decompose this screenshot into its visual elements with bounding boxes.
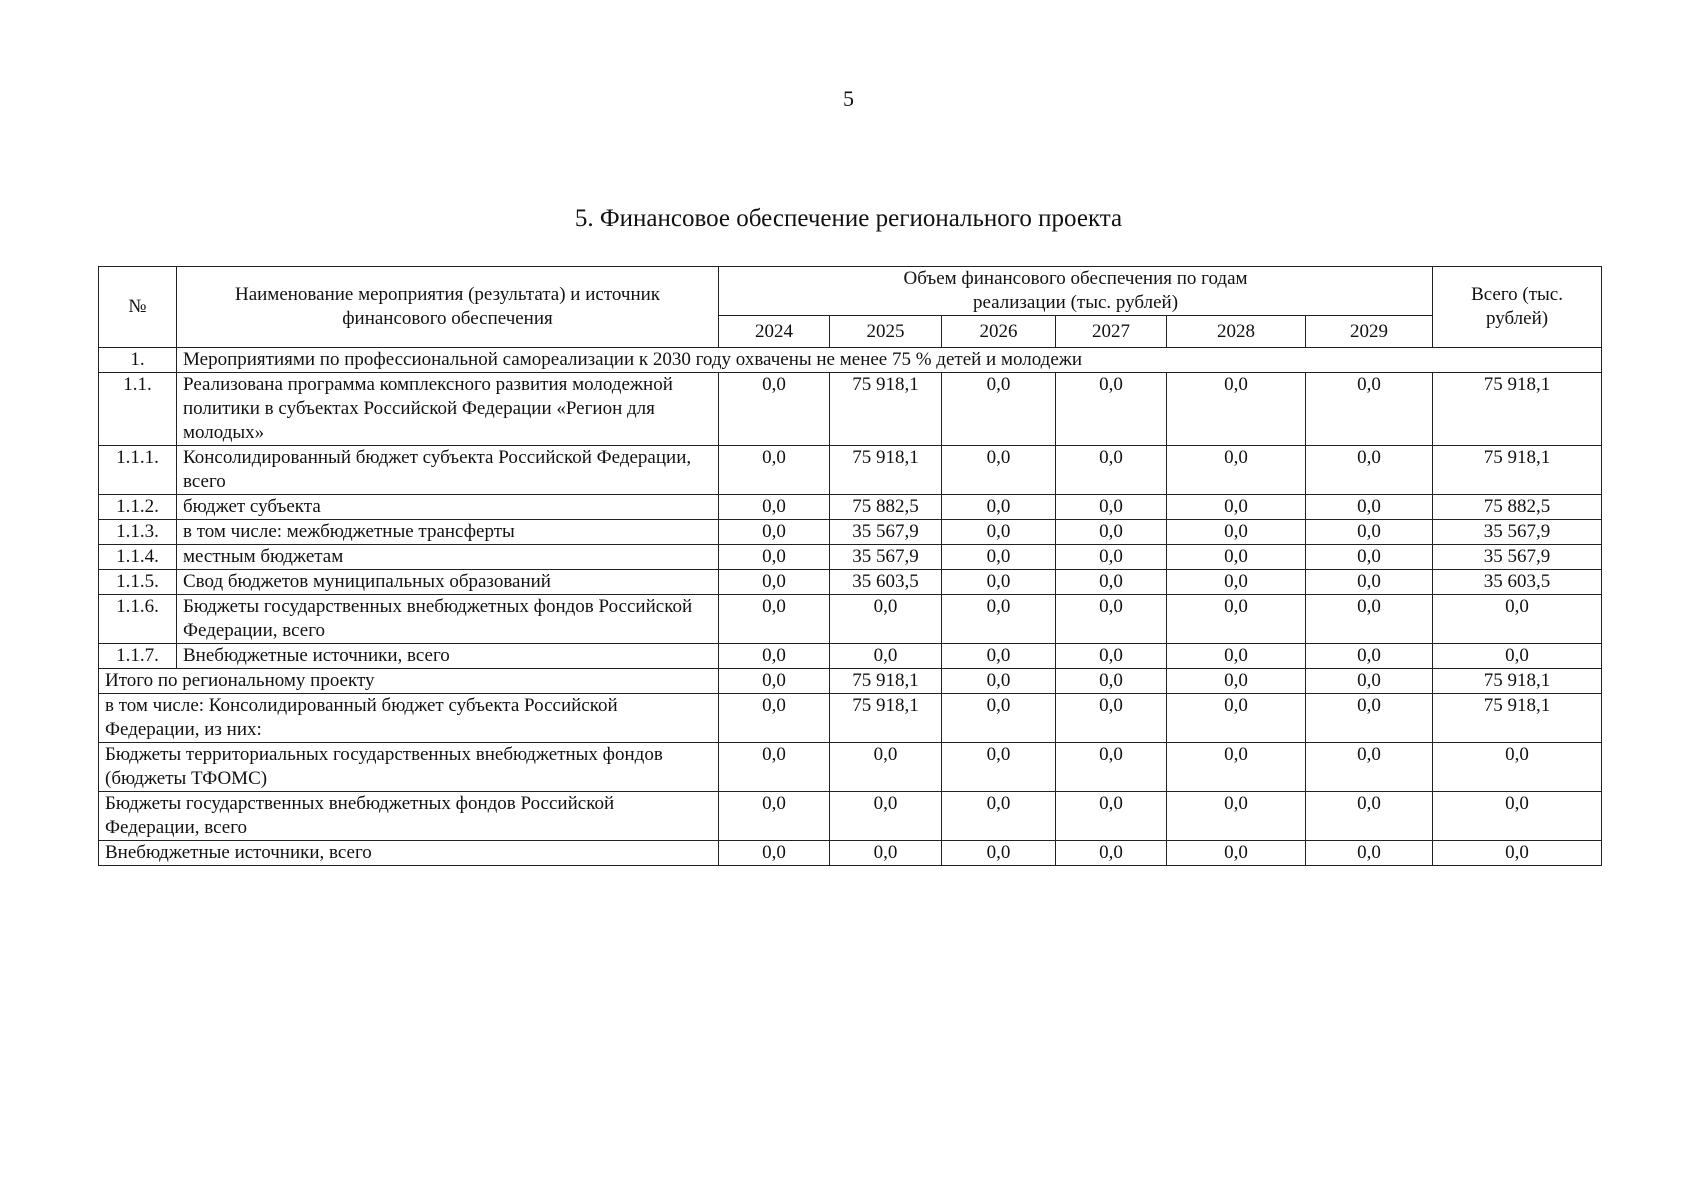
row-total-value: 35 567,9 — [1433, 545, 1602, 570]
table-row — [99, 373, 1602, 446]
row-num: 1.1.6. — [99, 595, 177, 644]
row-num: 1.1.5. — [99, 570, 177, 595]
row-year-value: 35 603,5 — [830, 570, 942, 595]
row-year-value: 0,0 — [1056, 495, 1167, 520]
row-year-value: 0,0 — [719, 545, 830, 570]
summary-year-value: 0,0 — [719, 694, 830, 743]
summary-total-value: 0,0 — [1433, 841, 1602, 866]
summary-year-value: 0,0 — [1167, 669, 1306, 694]
row-year-value: 0,0 — [942, 495, 1056, 520]
summary-year-value: 0,0 — [942, 841, 1056, 866]
summary-name: в том числе: Консолидированный бюджет субъекта Российской Федерации, из них: — [99, 694, 719, 743]
summary-year-value: 75 918,1 — [830, 694, 942, 743]
row-year-value: 0,0 — [719, 644, 830, 669]
row-total-value: 75 882,5 — [1433, 495, 1602, 520]
table-row — [99, 545, 1602, 570]
summary-year-value: 0,0 — [1167, 841, 1306, 866]
section-num: 1. — [99, 348, 177, 373]
summary-year-value: 0,0 — [719, 841, 830, 866]
row-year-value: 0,0 — [1167, 373, 1306, 446]
table-row — [99, 595, 1602, 644]
summary-name: Итого по региональному проекту — [99, 669, 719, 694]
row-num: 1.1.3. — [99, 520, 177, 545]
summary-year-value: 0,0 — [1306, 743, 1433, 792]
row-year-value: 35 567,9 — [830, 545, 942, 570]
row-year-value: 0,0 — [1167, 446, 1306, 495]
header-year: 2028 — [1167, 316, 1306, 348]
row-name: Бюджеты государственных внебюджетных фондов Российской Федерации, всего — [177, 595, 719, 644]
summary-name: Внебюджетные источники, всего — [99, 841, 719, 866]
row-name: бюджет субъекта — [177, 495, 719, 520]
row-name: местным бюджетам — [177, 545, 719, 570]
row-year-value: 0,0 — [1306, 373, 1433, 446]
row-name: Консолидированный бюджет субъекта Российской Федерации, всего — [177, 446, 719, 495]
table-row — [99, 446, 1602, 495]
row-year-value: 0,0 — [1306, 644, 1433, 669]
row-year-value: 0,0 — [1306, 570, 1433, 595]
summary-year-value: 0,0 — [719, 792, 830, 841]
row-total-value: 35 603,5 — [1433, 570, 1602, 595]
section-row — [99, 348, 1602, 373]
header-total: Всего (тыс. рублей) — [1433, 267, 1602, 348]
row-name: в том числе: межбюджетные трансферты — [177, 520, 719, 545]
summary-year-value: 0,0 — [719, 743, 830, 792]
summary-total-value: 75 918,1 — [1433, 694, 1602, 743]
summary-year-value: 0,0 — [1056, 669, 1167, 694]
row-total-value: 75 918,1 — [1433, 446, 1602, 495]
row-name: Внебюджетные источники, всего — [177, 644, 719, 669]
row-year-value: 0,0 — [1056, 545, 1167, 570]
row-name: Реализована программа комплексного развития молодежной политики в субъектах Российской Федерации «Регион для молодых» — [177, 373, 719, 446]
table-row — [99, 495, 1602, 520]
row-year-value: 0,0 — [942, 595, 1056, 644]
summary-year-value: 0,0 — [1167, 694, 1306, 743]
row-year-value: 0,0 — [830, 595, 942, 644]
table-row — [99, 570, 1602, 595]
summary-row — [99, 743, 1602, 792]
row-year-value: 0,0 — [1306, 495, 1433, 520]
row-num: 1.1.2. — [99, 495, 177, 520]
summary-year-value: 0,0 — [830, 792, 942, 841]
summary-year-value: 0,0 — [1056, 841, 1167, 866]
summary-year-value: 0,0 — [719, 669, 830, 694]
row-year-value: 0,0 — [1056, 595, 1167, 644]
summary-year-value: 0,0 — [942, 743, 1056, 792]
row-year-value: 0,0 — [719, 520, 830, 545]
row-year-value: 75 918,1 — [830, 446, 942, 495]
row-num: 1.1.4. — [99, 545, 177, 570]
header-year: 2025 — [830, 316, 942, 348]
row-year-value: 0,0 — [942, 373, 1056, 446]
section-title: 5. Финансовое обеспечение регионального проекта — [574, 205, 1123, 232]
row-year-value: 0,0 — [942, 545, 1056, 570]
row-year-value: 0,0 — [1056, 520, 1167, 545]
summary-total-value: 75 918,1 — [1433, 669, 1602, 694]
summary-year-value: 0,0 — [942, 694, 1056, 743]
row-year-value: 0,0 — [1306, 446, 1433, 495]
row-total-value: 0,0 — [1433, 644, 1602, 669]
header-row-top — [99, 267, 1602, 316]
row-num: 1.1.7. — [99, 644, 177, 669]
row-year-value: 0,0 — [942, 520, 1056, 545]
row-num: 1.1.1. — [99, 446, 177, 495]
summary-year-value: 0,0 — [830, 743, 942, 792]
table-row — [99, 644, 1602, 669]
row-year-value: 0,0 — [1056, 644, 1167, 669]
row-year-value: 0,0 — [1167, 595, 1306, 644]
row-year-value: 0,0 — [1306, 545, 1433, 570]
summary-row — [99, 841, 1602, 866]
row-year-value: 0,0 — [1306, 595, 1433, 644]
row-year-value: 75 918,1 — [830, 373, 942, 446]
summary-year-value: 0,0 — [830, 841, 942, 866]
header-name: Наименование мероприятия (результата) и источник финансового обеспечения — [177, 267, 719, 348]
summary-year-value: 0,0 — [1306, 669, 1433, 694]
row-year-value: 0,0 — [719, 570, 830, 595]
summary-name: Бюджеты территориальных государственных внебюджетных фондов (бюджеты ТФОМС) — [99, 743, 719, 792]
summary-year-value: 75 918,1 — [830, 669, 942, 694]
row-year-value: 0,0 — [942, 644, 1056, 669]
row-year-value: 0,0 — [942, 446, 1056, 495]
header-year: 2027 — [1056, 316, 1167, 348]
row-year-value: 0,0 — [719, 595, 830, 644]
row-year-value: 0,0 — [719, 373, 830, 446]
summary-year-value: 0,0 — [1056, 743, 1167, 792]
row-year-value: 0,0 — [1056, 570, 1167, 595]
summary-row — [99, 669, 1602, 694]
summary-year-value: 0,0 — [942, 792, 1056, 841]
financing-table — [98, 266, 1602, 866]
row-year-value: 0,0 — [1056, 373, 1167, 446]
row-year-value: 0,0 — [1167, 520, 1306, 545]
summary-row — [99, 694, 1602, 743]
summary-year-value: 0,0 — [1306, 841, 1433, 866]
row-year-value: 0,0 — [719, 446, 830, 495]
section-name: Мероприятиями по профессиональной самореализации к 2030 году охвачены не менее 75 % детей и молодежи — [177, 348, 1602, 373]
table-row — [99, 520, 1602, 545]
summary-name: Бюджеты государственных внебюджетных фондов Российской Федерации, всего — [99, 792, 719, 841]
summary-year-value: 0,0 — [1306, 694, 1433, 743]
summary-row — [99, 792, 1602, 841]
summary-year-value: 0,0 — [1056, 694, 1167, 743]
header-num: № — [99, 267, 177, 348]
row-name: Свод бюджетов муниципальных образований — [177, 570, 719, 595]
row-total-value: 0,0 — [1433, 595, 1602, 644]
summary-year-value: 0,0 — [1167, 792, 1306, 841]
row-year-value: 0,0 — [1167, 570, 1306, 595]
row-year-value: 0,0 — [719, 495, 830, 520]
summary-year-value: 0,0 — [1306, 792, 1433, 841]
row-year-value: 0,0 — [1167, 545, 1306, 570]
row-year-value: 0,0 — [1167, 495, 1306, 520]
summary-year-value: 0,0 — [1056, 792, 1167, 841]
row-year-value: 0,0 — [1056, 446, 1167, 495]
header-year: 2024 — [719, 316, 830, 348]
row-year-value: 75 882,5 — [830, 495, 942, 520]
summary-total-value: 0,0 — [1433, 792, 1602, 841]
row-year-value: 0,0 — [830, 644, 942, 669]
header-volume: Объем финансового обеспечения по годам реализации (тыс. рублей) — [719, 267, 1433, 316]
summary-total-value: 0,0 — [1433, 743, 1602, 792]
row-year-value: 35 567,9 — [830, 520, 942, 545]
summary-year-value: 0,0 — [1167, 743, 1306, 792]
row-year-value: 0,0 — [1306, 520, 1433, 545]
header-year: 2029 — [1306, 316, 1433, 348]
row-year-value: 0,0 — [1167, 644, 1306, 669]
header-year: 2026 — [942, 316, 1056, 348]
row-total-value: 35 567,9 — [1433, 520, 1602, 545]
row-year-value: 0,0 — [942, 570, 1056, 595]
page-number: 5 — [843, 86, 854, 111]
row-total-value: 75 918,1 — [1433, 373, 1602, 446]
row-num: 1.1. — [99, 373, 177, 446]
summary-year-value: 0,0 — [942, 669, 1056, 694]
